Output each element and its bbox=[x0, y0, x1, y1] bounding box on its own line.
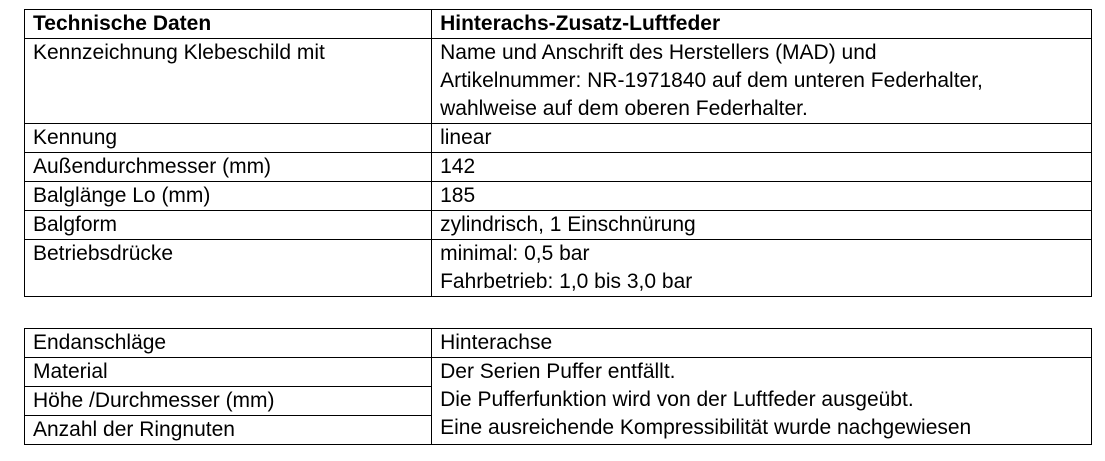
table-row bbox=[25, 211, 1092, 240]
value-line: Eine ausreichende Kompressibilität wurde nachgewiesen bbox=[440, 416, 972, 439]
merged-value-cell bbox=[432, 358, 1092, 445]
row-label: Außendurchmesser (mm) bbox=[25, 153, 432, 182]
row-label: Betriebsdrücke bbox=[25, 240, 432, 297]
row-label: Balgform bbox=[25, 211, 432, 240]
value-line: wahlweise auf dem oberen Federhalter. bbox=[440, 97, 808, 120]
table-row bbox=[25, 153, 1092, 182]
table-row bbox=[25, 182, 1092, 211]
value-line: Name und Anschrift des Herstellers (MAD) und bbox=[440, 41, 877, 64]
endanschlaege-table bbox=[24, 328, 1092, 445]
row-value bbox=[432, 39, 1092, 124]
row-label: Anzahl der Ringnuten bbox=[25, 416, 432, 445]
row-label: Balglänge Lo (mm) bbox=[25, 182, 432, 211]
row-label: Kennung bbox=[25, 124, 432, 153]
row-value: 185 bbox=[432, 182, 1092, 211]
row-value: zylindrisch, 1 Einschnürung bbox=[432, 211, 1092, 240]
row-label: Endanschläge bbox=[25, 329, 432, 358]
table-row bbox=[25, 39, 1092, 124]
value-line: minimal: 0,5 bar bbox=[440, 242, 590, 265]
table-row bbox=[25, 358, 1092, 387]
technical-data-table bbox=[24, 9, 1092, 297]
row-value: linear bbox=[432, 124, 1092, 153]
row-label: Kennzeichnung Klebeschild mit bbox=[25, 39, 432, 124]
row-value: 142 bbox=[432, 153, 1092, 182]
value-line: Fahrbetrieb: 1,0 bis 3,0 bar bbox=[440, 270, 693, 293]
row-value bbox=[432, 240, 1092, 297]
row-value: Hinterachse bbox=[432, 329, 1092, 358]
table-header-row bbox=[25, 10, 1092, 39]
value-line: Die Pufferfunktion wird von der Luftfeder ausgeübt. bbox=[440, 388, 914, 411]
header-technische-daten: Technische Daten bbox=[25, 10, 432, 39]
header-hinterachs-zusatz-luftfeder: Hinterachs-Zusatz-Luftfeder bbox=[432, 10, 1092, 39]
row-label: Material bbox=[25, 358, 432, 387]
table-row bbox=[25, 329, 1092, 358]
value-line: Artikelnummer: NR-1971840 auf dem unteren Federhalter, bbox=[440, 69, 983, 92]
value-line: Der Serien Puffer entfällt. bbox=[440, 360, 676, 383]
row-label: Höhe /Durchmesser (mm) bbox=[25, 387, 432, 416]
table-row bbox=[25, 240, 1092, 297]
table-row bbox=[25, 124, 1092, 153]
